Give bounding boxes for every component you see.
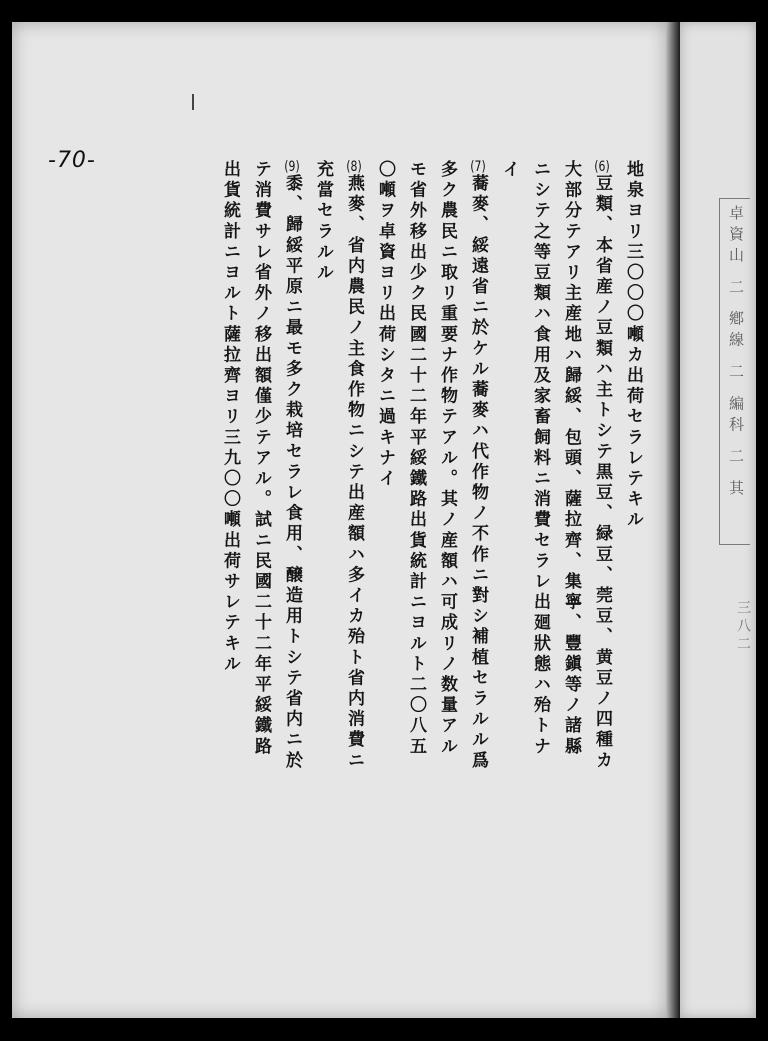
text-line: モ省外移出少ク民國二十二年平綏鐵路出貨統計ニヨルト二〇八五 (406, 160, 426, 758)
text-line: (8)燕麥、省内農民ノ主食作物ニシテ出産額ハ多イカ殆ト省内消費ニ (344, 160, 364, 772)
text-line: (7)蕎麥、綏遠省ニ於ケル蕎麥ハ代作物ノ不作ニ對シ補植セラルル爲 (468, 160, 488, 772)
margin-tick-mark (192, 94, 194, 110)
text-line: (6)豆類、本省産ノ豆類ハ主トシテ黒豆、緑豆、莞豆、黄豆ノ四種カ (592, 160, 612, 772)
text-line: 多ク農民ニ取リ重要ナ作物テアル。其ノ産額ハ可成リノ数量アル (437, 160, 457, 758)
text-line: (9)黍、歸綏平原ニ最モ多ク栽培セラレ食用、醸造用トシテ省内ニ於 (282, 160, 302, 772)
text-line: 出貨統計ニヨルト薩拉齊ヨリ三九〇〇噸出荷サレテキル (220, 160, 240, 675)
side-page-mark: 三八二 (735, 600, 751, 654)
text-line: 〇噸ヲ卓資ヨリ出荷シタニ過キナイ (375, 160, 395, 490)
page-number: -70- (48, 148, 96, 173)
vertical-text-block (214, 160, 648, 960)
text-line: ニシテ之等豆類ハ食用及家畜飼料ニ消費セラレ出廻狀態ハ殆トナ (530, 160, 550, 758)
text-line: 大部分テアリ主産地ハ歸綏、包頭、薩拉齊、集寧、豐鎭等ノ諸縣 (561, 160, 581, 758)
text-line: テ消費サレ省外ノ移出額僅少テアル。試ニ民國二十二年平綏鐵路 (251, 160, 271, 758)
book-gutter (666, 22, 680, 1018)
text-line: イ (499, 160, 519, 181)
text-line: 充當セラルル (313, 160, 333, 284)
text-line: 地泉ヨリ三〇〇〇噸カ出荷セラレテキル (623, 160, 643, 531)
side-page-header: 卓資山 二 鄕線 二 編科 二 其 (727, 205, 745, 501)
